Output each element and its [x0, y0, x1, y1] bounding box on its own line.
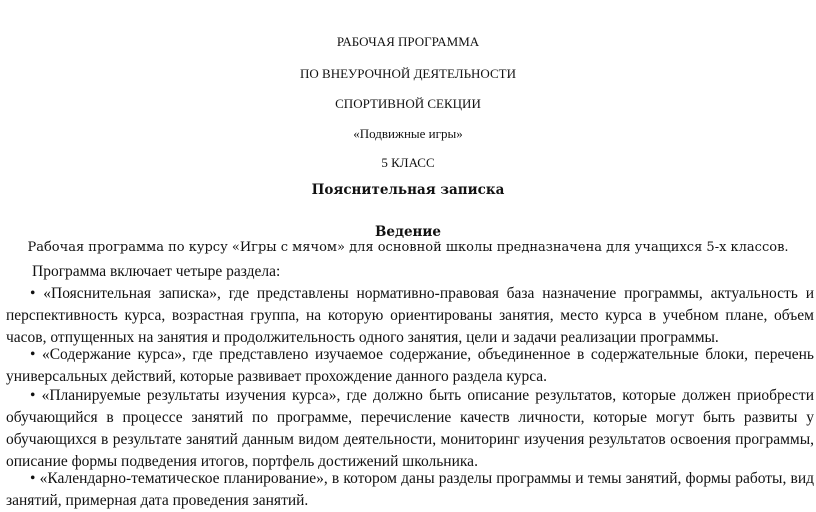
program-title-line1: РАБОЧАЯ ПРОГРАММА: [336, 34, 480, 49]
program-title-line4: «Подвижные игры»: [353, 126, 463, 141]
section-item-2: • «Содержание курса», где представлено изучаемое содержание, объединенное в содержательные блоки, перечень универсальных действий, которые развивает прохождение данного раздела курса.: [6, 346, 814, 385]
section-item-1: • «Пояснительная записка», где представлены нормативно-правовая база назначение программы, актуальность и перспективность курса, возрастная группа, на которую ориентированы занятия, место курса в учебном плане, объем часов, отпущенных на занятия и продолжительность одного занятия, цели и задачи реализации программы.: [6, 285, 814, 346]
program-title-line2: ПО ВНЕУРОЧНОЙ ДЕЯТЕЛЬНОСТИ: [300, 66, 516, 81]
program-title-line3: СПОРТИВНОЙ СЕКЦИИ: [335, 96, 481, 111]
program-grade: 5 КЛАСС: [381, 155, 435, 170]
introduction-text: Рабочая программа по курсу «Игры с мячом» для основной школы предназначена для учащихся 5-х классов.: [27, 240, 789, 255]
sections-intro: Программа включает четыре раздела:: [32, 263, 281, 280]
explanatory-note-heading: Пояснительная записка: [311, 182, 505, 198]
section-item-3: • «Планируемые результаты изучения курса», где должно быть описание результатов, которые должен приобрести обучающийся в процессе занятий по программе, перечисление качеств личности, которые могут быть развиты у обучающихся в результате занятий данным видом деятельности, мониторинг изучения результатов освоения программы, описание формы подведения итогов, портфель достижений школьника.: [6, 387, 814, 470]
introduction-heading: Ведение: [374, 224, 442, 240]
section-item-4: • «Календарно-тематическое планирование», в котором даны разделы программы и темы занятий, формы работы, вид занятий, примерная дата проведения занятий.: [6, 470, 814, 509]
